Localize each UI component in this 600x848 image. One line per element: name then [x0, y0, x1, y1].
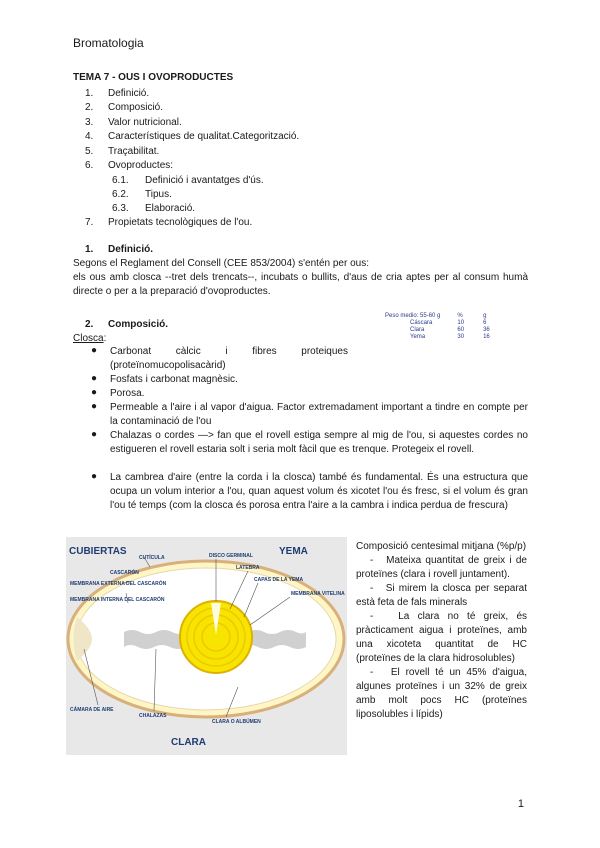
toc-num: 3. — [85, 117, 94, 128]
cubiertas-label: CUBIERTAS — [69, 546, 127, 557]
table-cell: 30 — [457, 334, 465, 340]
table-row — [382, 334, 493, 341]
camara-label: CÁMARA DE AIRE — [70, 707, 114, 713]
bullet-dot-icon: ● — [91, 471, 98, 482]
disco-germinal-label: DISCO GERMINAL — [209, 553, 253, 559]
table-cell: Yema — [410, 334, 426, 340]
toc-num: 6.2. — [112, 189, 129, 200]
closca-label-colon: : — [103, 333, 107, 344]
composition-item — [356, 554, 527, 582]
bullet-item: Chalazas o cordes —> fan que el rovell estiga sempre al mig de l'ou, si aquestes cordes no estigueren el rovell estaria solt i seria molt fàcil que es trenque. Protegeix el rovell. — [110, 430, 528, 455]
bullet-item: Permeable a l'aire i al vapor d'aigua. Factor extremadament important a tindre en compte per la contaminació de l'ou — [110, 402, 528, 427]
closca-label-text: Closca — [73, 333, 104, 344]
bullet-item: Fosfats i carbonat magnèsic. — [110, 374, 238, 385]
cascaron-label: CASCARÓN — [110, 570, 139, 576]
toc-item: Composició. — [108, 102, 164, 113]
bullet-dot-icon: ● — [91, 373, 98, 384]
page-number: 1 — [517, 798, 524, 810]
bullet-item: Carbonat càlcic i fibres proteiques (proteïnomucopolisacàrid) — [110, 346, 348, 371]
latebra-label: LATEBRA — [236, 565, 260, 571]
toc-num: 6.1. — [112, 175, 129, 186]
composition-item — [356, 610, 527, 666]
toc-num: 2. — [85, 102, 94, 113]
bullet-dot-icon: ● — [91, 401, 98, 412]
vitelina-label: MEMBRANA VITELINA — [291, 591, 345, 597]
table-cell: 60 — [457, 327, 465, 333]
chalazas-label: CHALAZAS — [139, 713, 167, 719]
table-row — [382, 313, 493, 320]
toc-item: Definició. — [108, 88, 150, 99]
egg-diagram — [66, 537, 347, 755]
table-cell: Cáscara — [410, 320, 433, 326]
bullet-item: Porosa. — [110, 388, 145, 399]
bullet-dot-icon: ● — [91, 345, 98, 356]
toc-item: Traçabilitat. — [108, 146, 160, 157]
dash-icon: - — [370, 667, 391, 678]
yema-label: YEMA — [279, 546, 308, 557]
bullet-dot-icon: ● — [91, 429, 98, 440]
table-row — [382, 320, 493, 327]
section-2-heading: Composició. — [108, 319, 169, 330]
toc-item: Ovoproductes: — [108, 160, 174, 171]
membrana-interna-label: MEMBRANA INTERNA DEL CASCARÓN — [70, 597, 165, 603]
bullet-dot-icon: ● — [91, 387, 98, 398]
composition-item-text: La clara no té greix, és pràcticament aigua i proteïnes, amb una xicoteta quantitat de HC (proteïnes de la clara hidrosolubles) — [356, 611, 527, 664]
section-1-definition: els ous amb closca --tret dels trencats--, incubats o bullits, d'aus de cria aptes per al consum humà directe o per a la preparació d'ovoproductes. — [73, 272, 528, 297]
composition-item — [356, 666, 527, 722]
composition-item-text: Si mirem la closca per separat està feta de fals minerals — [356, 583, 527, 608]
table-cell: % — [457, 313, 463, 319]
albumen-label: CLARA O ALBÚMEN — [212, 719, 261, 725]
toc-num: 4. — [85, 131, 94, 142]
dash-icon: - — [370, 611, 399, 622]
toc-item: Tipus. — [145, 189, 172, 200]
toc-item: Propietats tecnològiques de l'ou. — [108, 217, 253, 228]
table-cell: g — [483, 313, 487, 319]
membrana-externa-label: MEMBRANA EXTERNA DEL CASCARÓN — [70, 581, 167, 587]
composition-item-text: Mateixa quantitat de greix i de proteïnes (clara i rovell juntament). — [356, 555, 527, 580]
capas-label: CAPAS DE LA YEMA — [254, 577, 304, 583]
table-cell: 6 — [483, 320, 487, 326]
composition-notes — [356, 540, 527, 722]
topic-title: TEMA 7 - OUS I OVOPRODUCTES — [73, 72, 234, 83]
toc-num: 7. — [85, 217, 94, 228]
toc-item: Elaboració. — [145, 203, 196, 214]
page-header: Bromatologia — [73, 36, 144, 50]
table-row — [382, 327, 493, 334]
toc-num: 6.3. — [112, 203, 129, 214]
composition-intro: Composició centesimal mitjana (%p/p) — [356, 541, 527, 552]
section-1-number: 1. — [85, 244, 94, 255]
table-cell: 10 — [457, 320, 465, 326]
table-cell: 16 — [483, 334, 490, 340]
toc-num: 6. — [85, 160, 94, 171]
section-1-heading: Definició. — [108, 244, 154, 255]
composition-item — [356, 582, 527, 610]
bullet-item: La cambrea d'aire (entre la corda i la closca) també és fundamental. És una estructura que ocupa un volum interior a l'ou, quan aquest volum és xicotet l'ou és fresc, si el volum és gran l'ou té temps (com la closca és porosa entra l'aire a la cambra i indica perdua de frescura) — [110, 472, 528, 511]
composition-item-text: El rovell té un 45% d'aigua, algunes proteïnes i un 32% de greix amb molt pocs HC (proteïnes liposolubles i lípids) — [356, 667, 528, 720]
table-cell: Peso medio: 55-60 g — [385, 313, 441, 319]
egg-illustration — [66, 537, 347, 755]
toc-item: Definició i avantatges d'ús. — [145, 175, 264, 186]
toc-item: Característiques de qualitat.Categorització. — [108, 131, 300, 142]
section-2-number: 2. — [85, 319, 94, 330]
dash-icon: - — [370, 555, 387, 566]
table-cell: Clara — [410, 327, 425, 333]
closca-label — [73, 332, 106, 346]
egg-weight-table — [382, 313, 493, 341]
table-cell: 36 — [483, 327, 490, 333]
clara-label: CLARA — [171, 737, 206, 748]
cuticula-label: CUTÍCULA — [139, 555, 165, 561]
toc-num: 1. — [85, 88, 94, 99]
section-1-line: Segons el Reglament del Consell (CEE 853/2004) s'entén per ous: — [73, 258, 369, 269]
toc-item: Valor nutricional. — [108, 117, 182, 128]
toc-num: 5. — [85, 146, 94, 157]
dash-icon: - — [370, 583, 386, 594]
